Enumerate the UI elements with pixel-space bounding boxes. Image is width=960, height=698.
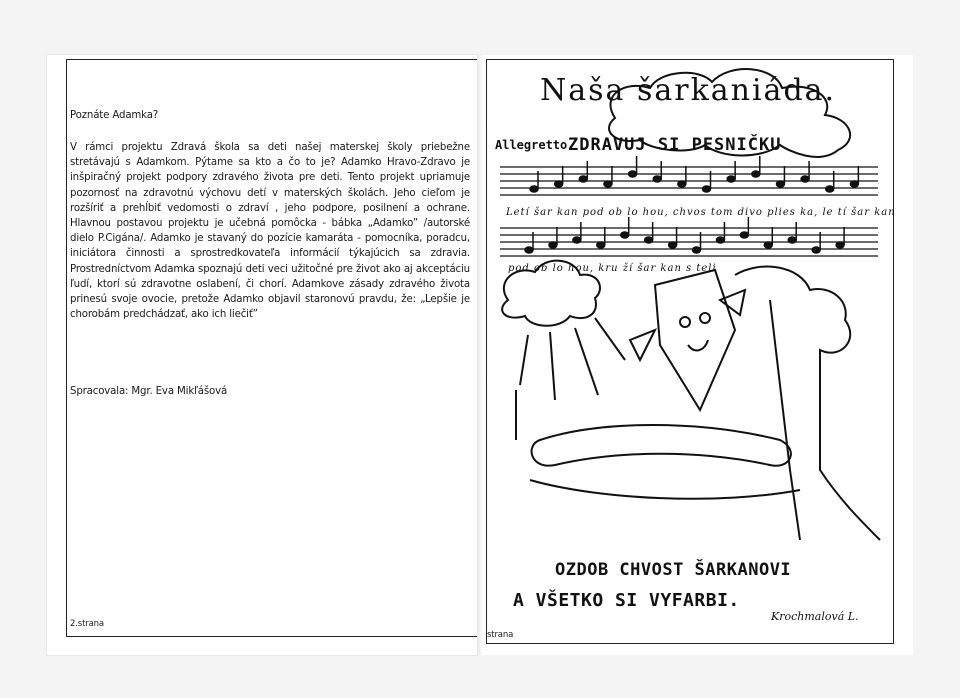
music-note bbox=[525, 247, 533, 253]
music-note bbox=[604, 181, 612, 187]
music-note bbox=[826, 186, 834, 192]
song-title: ZDRAVUJ SI PESNIČKU bbox=[568, 135, 782, 155]
music-note bbox=[579, 176, 587, 182]
author-credit: Spracovala: Mgr. Eva Mikľášová bbox=[70, 386, 228, 397]
page-number-right: strana bbox=[487, 630, 514, 640]
music-notes bbox=[525, 156, 858, 253]
music-note bbox=[776, 181, 784, 187]
music-note bbox=[836, 242, 844, 248]
page-number-left: 2.strana bbox=[70, 619, 104, 629]
music-note bbox=[752, 171, 760, 177]
music-note bbox=[850, 181, 858, 187]
music-note bbox=[621, 232, 629, 238]
instruction-line-2: A VŠETKO SI VYFARBI. bbox=[513, 590, 740, 611]
music-note bbox=[530, 186, 538, 192]
instruction-line-1: OZDOB CHVOST ŠARKANOVI bbox=[555, 560, 792, 580]
music-note bbox=[678, 181, 686, 187]
tree-hand-drawing bbox=[530, 267, 880, 540]
intro-heading: Poznáte Adamka? bbox=[70, 110, 159, 121]
music-note bbox=[573, 237, 581, 243]
song-tempo: Allegretto bbox=[495, 138, 568, 152]
music-note bbox=[812, 247, 820, 253]
music-note bbox=[629, 171, 637, 177]
sun-cloud bbox=[502, 261, 625, 440]
music-note bbox=[597, 242, 605, 248]
music-note bbox=[764, 242, 772, 248]
music-note bbox=[693, 247, 701, 253]
intro-paragraph: V rámci projektu Zdravá škola sa deti našej materskej školy priebežne stretávajú s Adamkom. Pýtame sa kto a čo to je? Adamko Hravo-Zdravo je inšpiračný projekt podpory zdravého života pre deti. Tento projekt upriamuje pozornosť na zdravotnú výchovu detí v materských školách. Jeho cieľom je rozšíriť a prehĺbiť vedomosti o zdraví , jeho podpore, posilnení a ochrane. Hlavnou postavou projektu je učebná pomôcka - bábka „Adamko” /autorské dielo P.Cigána/. Adamko je stavaný do pozície kamaráta - pomocníka, poradcu, iniciátora činnosti a sprostredkovateľa informácií týkajúcich sa zdravia. Prostredníctvom Adamka spoznajú deti veci užitočné pre život ako aj akceptáciu ľudí, ktorí sú zdravotne oslabení, či chorí. Adamkove zásady zdravého života prinesú svoje ovocie, pretože Adamko objavil staronovú pravdu, že: „Lepšie je chorobám predchádzať, ako ich liečiť” bbox=[70, 142, 470, 321]
lyrics-line-1: Letí šar kan pod ob lo hou, chvos tom divo plies ka, le tí šar kan bbox=[506, 207, 896, 218]
artist-signature: Krochmalová L. bbox=[771, 610, 859, 623]
music-note bbox=[653, 176, 661, 182]
kite-drawing bbox=[630, 270, 745, 410]
music-note bbox=[555, 181, 563, 187]
music-note bbox=[549, 242, 557, 248]
music-note bbox=[788, 237, 796, 243]
music-note bbox=[727, 176, 735, 182]
music-note bbox=[716, 237, 724, 243]
music-note bbox=[669, 242, 677, 248]
drawing-title: Naša šarkaniáda. bbox=[540, 73, 837, 108]
lyrics-line-2: pod ob lo hou, kru ží šar kan s teli bbox=[508, 263, 717, 274]
music-note bbox=[801, 176, 809, 182]
music-note bbox=[740, 232, 748, 238]
music-note bbox=[703, 186, 711, 192]
music-note bbox=[645, 237, 653, 243]
